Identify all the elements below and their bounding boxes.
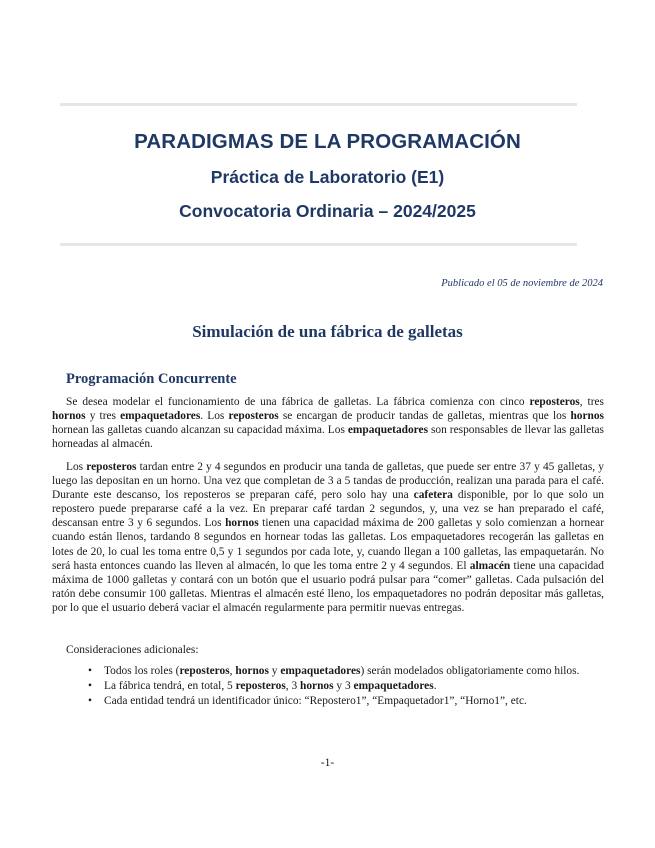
page-number: -1- [320,757,335,769]
paragraph-intro: Se desea modelar el funcionamiento de una fábrica de galletas. La fábrica comienza con cinco reposteros, tres hornos y tres empaquetadores. Los reposteros se encargan de producir tandas de galletas, mientras que los hornos hornean las galletas cuando alcanzan su capacidad máxima. Los empaquetadores son responsables de llevar las galletas horneadas al almacén. [52,396,604,451]
considerations-list [104,664,604,709]
list-item: • Cada entidad tendrá un identificador único: “Repostero1”, “Empaquetador1”, “Horno1”, etc. [104,694,604,708]
section-heading: Programación Concurrente [66,371,237,387]
header-top-rule [60,103,577,106]
header-bottom-rule [60,243,577,246]
list-item: • La fábrica tendrá, en total, 5 reposteros, 3 hornos y 3 empaquetadores. [104,679,604,693]
list-item: • Todos los roles (reposteros, hornos y empaquetadores) serán modelados obligatoriamente como hilos. [104,664,604,678]
paragraph-considerations: Consideraciones adicionales: [66,644,199,656]
assignment-subtitle: Práctica de Laboratorio (E1) [210,167,445,187]
course-title: PARADIGMAS DE LA PROGRAMACIÓN [134,130,521,153]
document-title: Simulación de una fábrica de galletas [192,322,463,341]
paragraph-details: Los reposteros tardan entre 2 y 4 segundos en producir una tanda de galletas, que puede ser entre 37 y 45 galletas, y luego las depositan en un horno. Una vez que completan de 3 a 5 tandas de producción, realizan una parada para el café. Durante este descanso, los reposteros se preparan café, pero solo hay una cafetera disponible, por lo que solo un repostero puede prepararse café a la vez. En preparar café tardan 2 segundos, y, una vez se han preparado el café, descansan entre 3 y 6 segundos. Los hornos tienen una capacidad máxima de 200 galletas y solo comienzan a hornear cuando están llenos, tardando 8 segundos en hornear todas las galletas. Los empaquetadores recogerán las galletas en lotes de 20, lo cual les toma entre 0,5 y 1 segundos por cada lote, y, cuando llegan a 100 galletas, las empaquetarán. No será hasta entonces cuando las lleven al almacén, lo que les toma entre 2 y 4 segundos. El almacén tiene una capacidad máxima de 1000 galletas y contará con un botón que el usuario podrá pulsar para “comer” galletas. Cada pulsación del ratón debe consumir 100 galletas. Mientras el almacén esté lleno, los empaquetadores no podrán depositar más galletas, por lo que el usuario deberá vaciar el almacén regularmente para permitir nuevas entregas. [52,461,604,614]
publication-date: Publicado el 05 de noviembre de 2024 [441,278,603,289]
session-title: Convocatoria Ordinaria – 2024/2025 [179,201,476,221]
